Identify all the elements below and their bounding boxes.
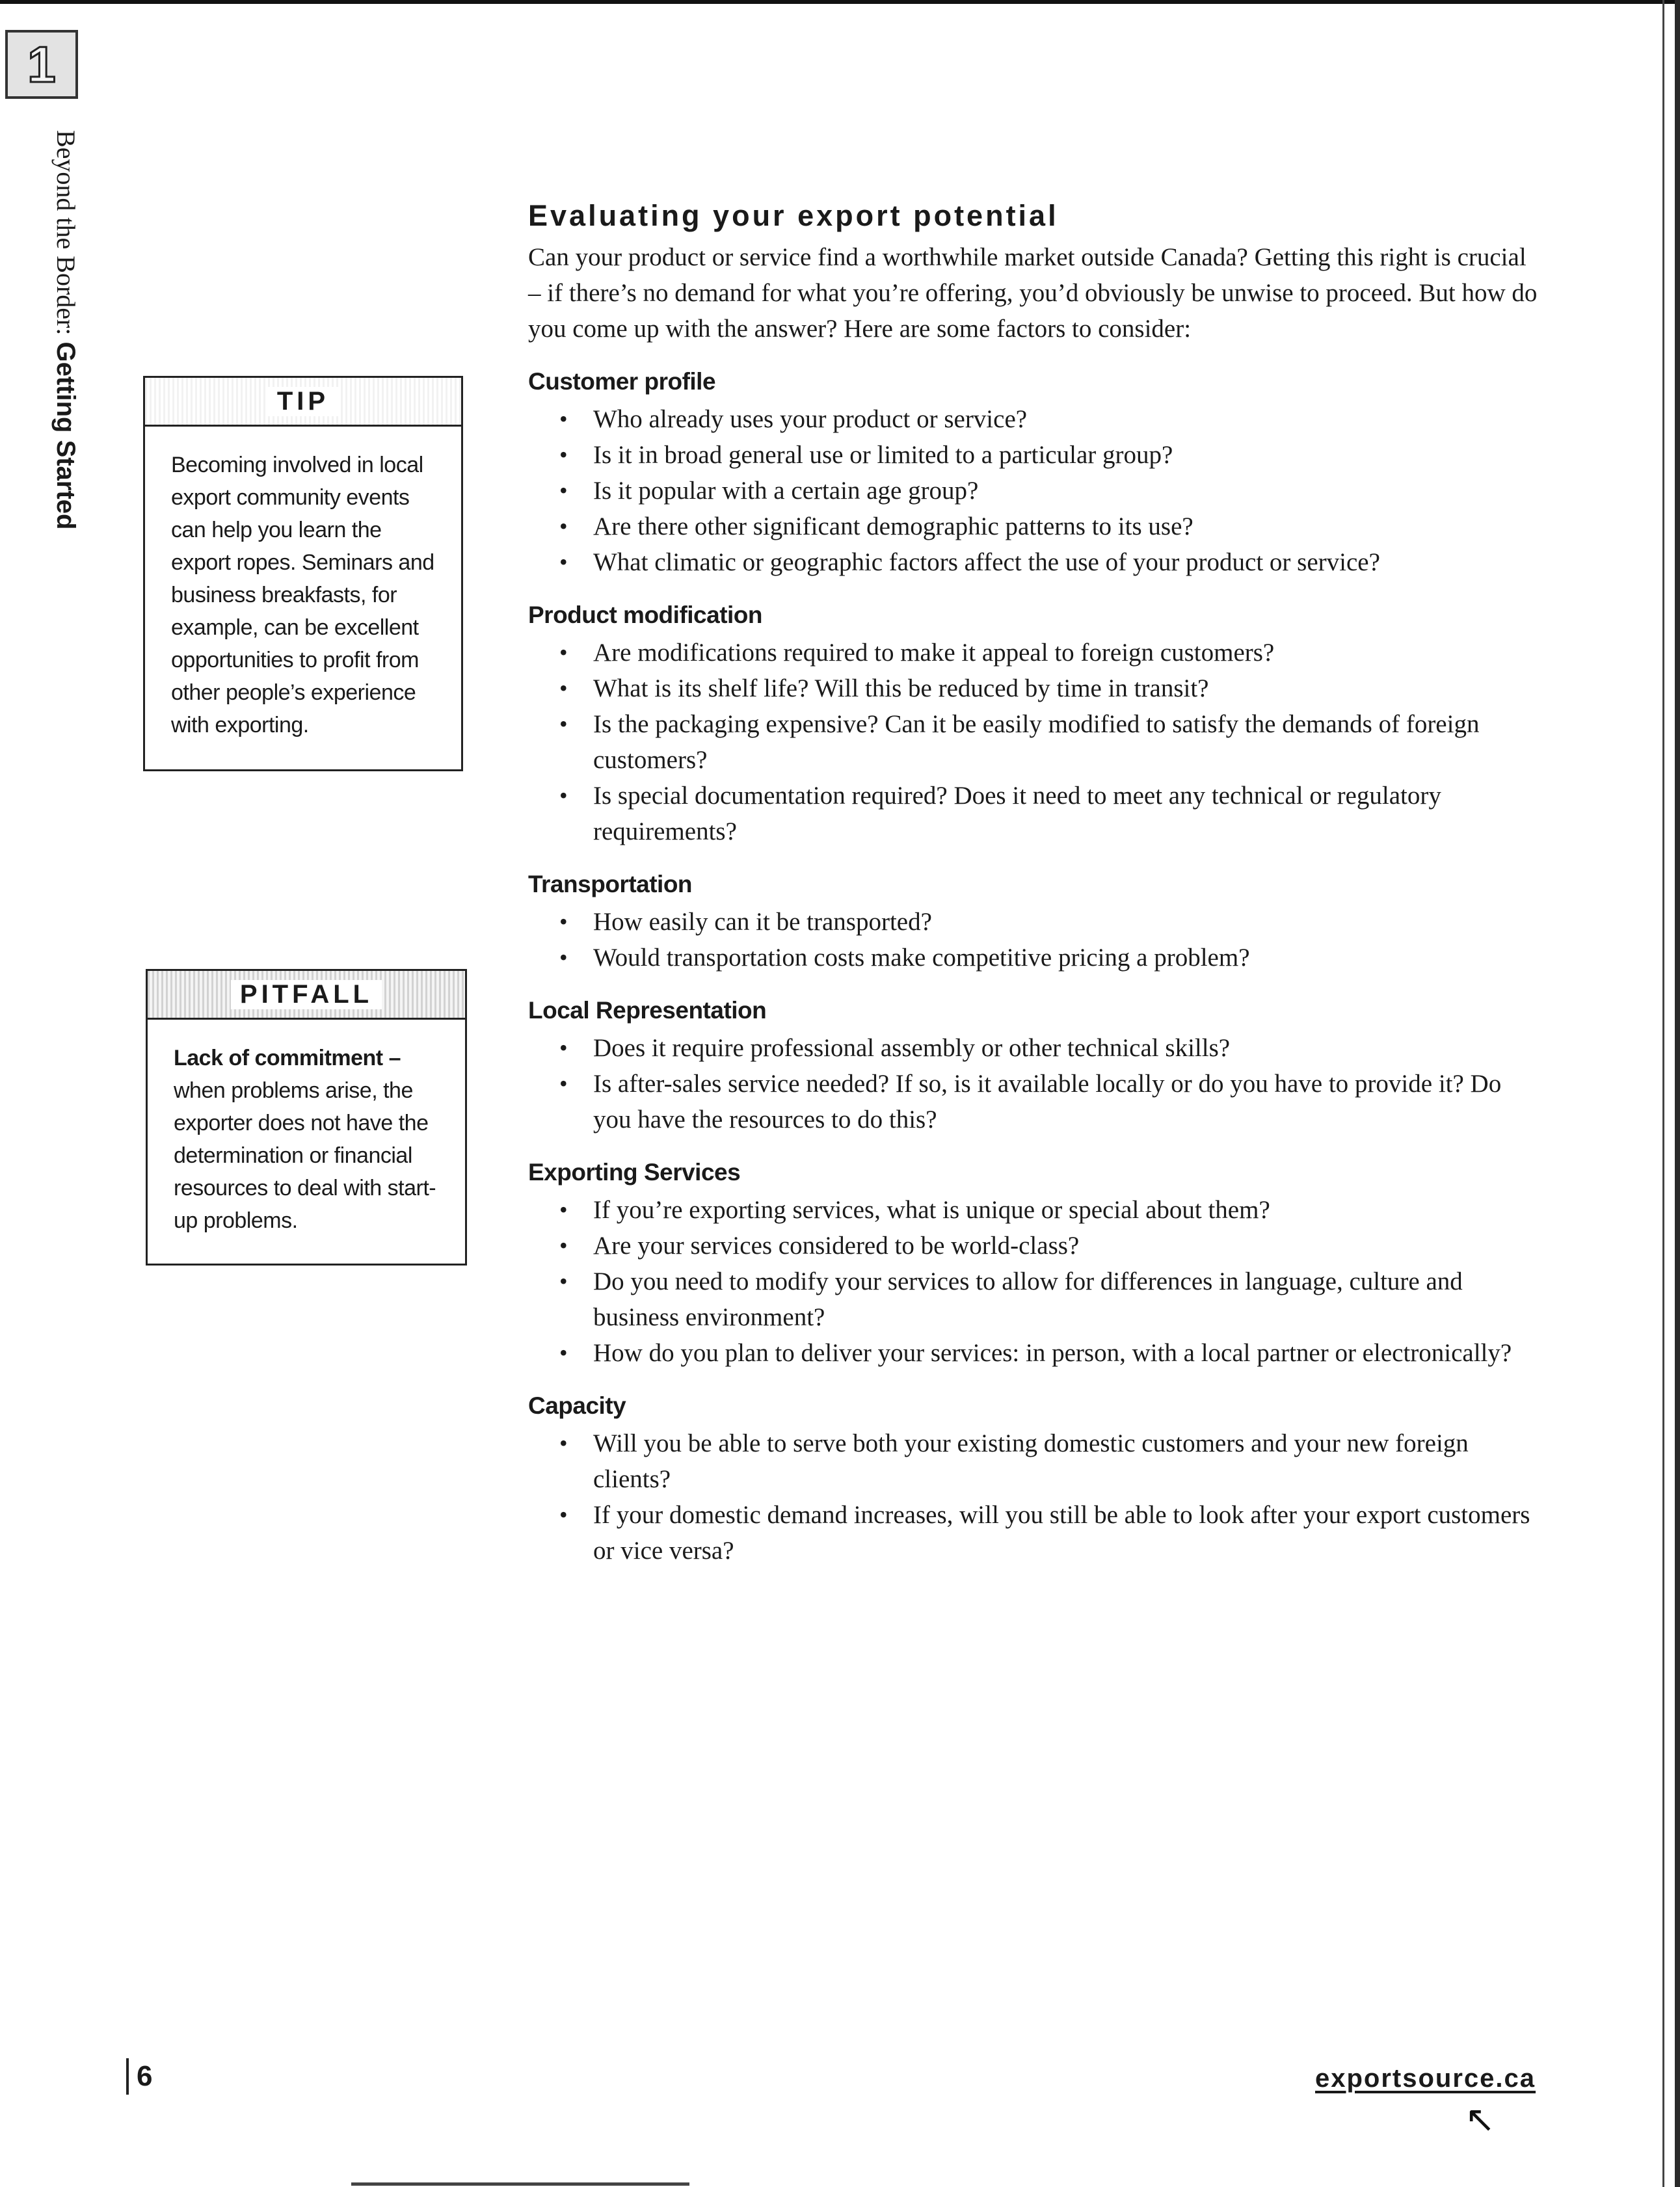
list-item: • Are your services considered to be world-class? xyxy=(528,1228,1543,1264)
tip-heading: TIP xyxy=(145,378,461,427)
section-heading: Product modification xyxy=(528,602,762,628)
bullet-list xyxy=(528,635,1543,849)
list-item: • Are there other significant demographic patterns to its use? xyxy=(528,509,1543,544)
sections xyxy=(528,365,1543,1569)
tip-box xyxy=(143,376,463,771)
intro-paragraph: Can your product or service find a worthwhile market outside Canada? Getting this right is crucial – if there’s no demand for what you’re offering, you’d obviously be unwise to proceed. But how do you come up with the answer? Here are some factors to consider: xyxy=(528,243,1538,343)
list-item: • How do you plan to deliver your services: in person, with a local partner or electronically? xyxy=(528,1335,1543,1371)
pitfall-lead: Lack of commitment – xyxy=(174,1046,401,1070)
list-item: • If you’re exporting services, what is unique or special about them? xyxy=(528,1192,1543,1228)
list-item: • Is after-sales service needed? If so, is it available locally or do you have to provide it? Do you have the resources to do this? xyxy=(528,1066,1543,1137)
list-item: • Is it popular with a certain age group? xyxy=(528,473,1543,509)
tip-text: Becoming involved in local export community events can help you learn the export ropes. Seminars and business breakfasts, for example, can be excellent opportunities to profit from other people’s experience with exporting. xyxy=(171,453,434,737)
section-heading: Customer profile xyxy=(528,368,716,395)
section-heading: Capacity xyxy=(528,1392,626,1419)
main-content xyxy=(528,195,1543,1569)
list-item: • How easily can it be transported? xyxy=(528,904,1543,940)
list-item: • Does it require professional assembly or other technical skills? xyxy=(528,1030,1543,1066)
list-item: • Is it in broad general use or limited to a particular group? xyxy=(528,437,1543,473)
section-heading: Exporting Services xyxy=(528,1159,741,1186)
page-edge-line xyxy=(1662,0,1664,2187)
bullet-list xyxy=(528,1192,1543,1371)
section-heading: Local Representation xyxy=(528,997,767,1024)
section-heading: Transportation xyxy=(528,871,693,897)
list-item: • What climatic or geographic factors affect the use of your product or service? xyxy=(528,544,1543,580)
list-item: • Are modifications required to make it appeal to foreign customers? xyxy=(528,635,1543,670)
list-item: • Will you be able to serve both your existing domestic customers and your new foreign clients? xyxy=(528,1425,1543,1497)
list-item: • Is special documentation required? Does it need to meet any technical or regulatory requirements? xyxy=(528,778,1543,849)
bottom-rule xyxy=(351,2182,689,2186)
bullet-list xyxy=(528,904,1543,975)
list-item: • Is the packaging expensive? Can it be easily modified to satisfy the demands of foreign customers? xyxy=(528,706,1543,778)
pitfall-body: when problems arise, the exporter does not have the determination or financial resources to deal with start-up problems. xyxy=(174,1078,436,1233)
chapter-number-box xyxy=(5,30,78,99)
book-title: Getting Started xyxy=(51,341,80,530)
list-item: • If your domestic demand increases, will you still be able to look after your export customers or vice versa? xyxy=(528,1497,1543,1569)
top-rule xyxy=(0,0,1680,4)
page-title: Evaluating your export potential xyxy=(528,199,1059,232)
pitfall-heading: PITFALL xyxy=(148,971,465,1020)
list-item: • Would transportation costs make competitive pricing a problem? xyxy=(528,940,1543,975)
bullet-list xyxy=(528,401,1543,580)
bullet-list xyxy=(528,1425,1543,1569)
bullet-list xyxy=(528,1030,1543,1137)
page-number: 6 xyxy=(126,2058,152,2095)
list-item: • Do you need to modify your services to allow for differences in language, culture and business environment? xyxy=(528,1264,1543,1335)
chapter-number: 1 xyxy=(27,35,56,93)
mouse-pointer-icon: ↖ xyxy=(1465,2099,1495,2141)
running-header xyxy=(51,130,81,529)
list-item: • What is its shelf life? Will this be reduced by time in transit? xyxy=(528,670,1543,706)
pitfall-box xyxy=(146,969,467,1266)
pitfall-text xyxy=(148,1020,465,1237)
series-title: Beyond the Border: xyxy=(51,130,81,342)
page-edge xyxy=(1675,0,1680,2187)
list-item: • Who already uses your product or service? xyxy=(528,401,1543,437)
website-link[interactable]: exportsource.ca xyxy=(1315,2064,1536,2093)
